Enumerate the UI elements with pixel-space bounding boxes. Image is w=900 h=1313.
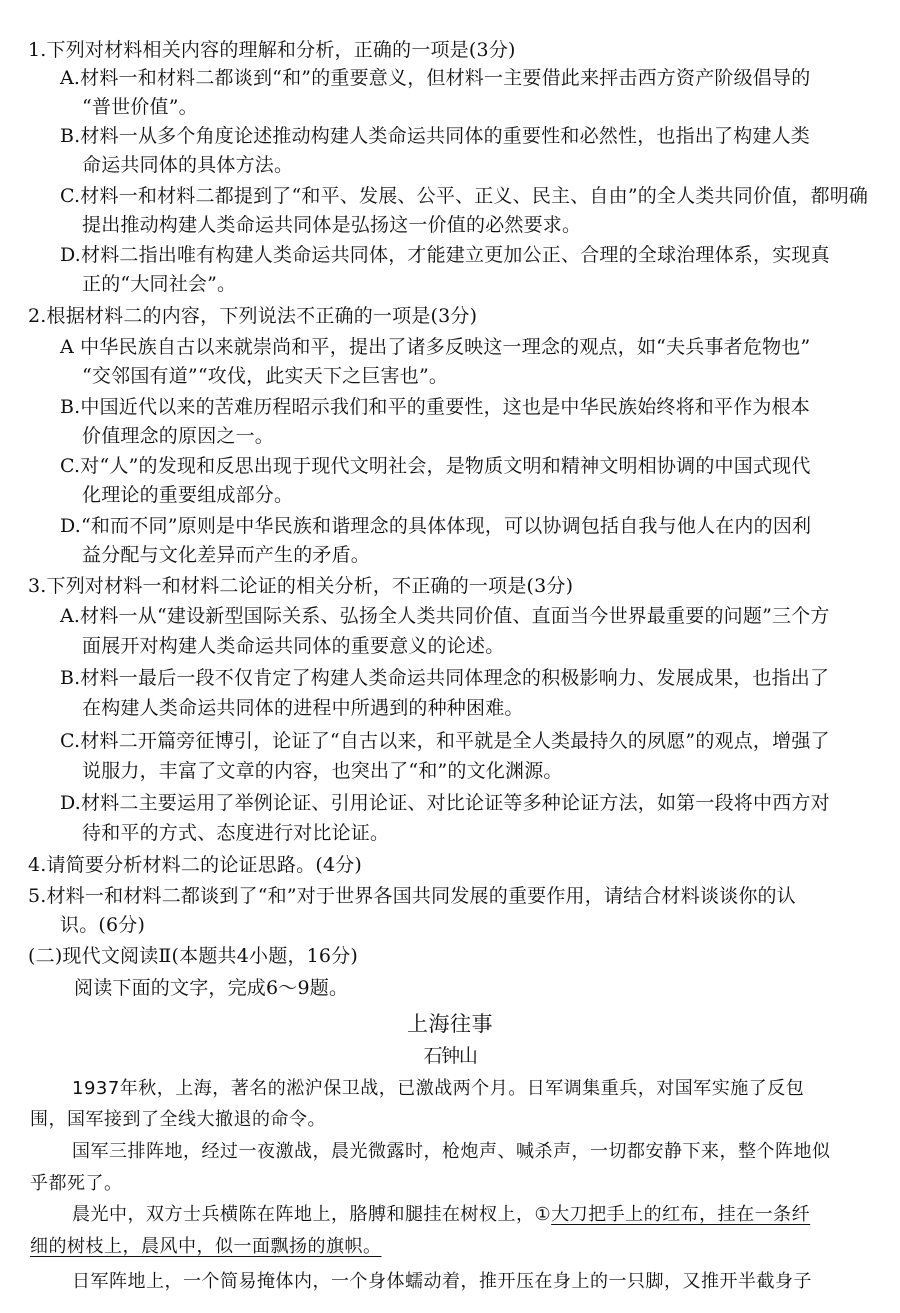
question-2-option-c-cont: 化理论的重要组成部分。 xyxy=(82,484,294,506)
question-3-option-c: C.材料二开篇旁征博引，论证了“自古以来，和平就是全人类最持久的夙愿”的观点，增强了 xyxy=(60,730,830,752)
question-3-option-b-cont: 在构建人类命运共同体的进程中所遇到的种种困难。 xyxy=(82,697,524,719)
question-3-option-a: A.材料一从“建设新型国际关系、弘扬全人类共同价值、直面当今世界最重要的问题”三个方 xyxy=(60,605,830,627)
story-paragraph-3-cont xyxy=(30,1235,382,1259)
story-paragraph-1-cont: 围，国军接到了全线大撤退的命令。 xyxy=(30,1109,326,1130)
story-paragraph-4: 日军阵地上，一个简易掩体内，一个身体蠕动着，推开压在身上的一只脚，又推开半截身子 xyxy=(72,1271,812,1292)
question-2-option-a: A 中华民族自古以来就崇尚和平，提出了诸多反映这一理念的观点，如“夫兵事者危物也” xyxy=(60,336,811,358)
question-3-option-b: B.材料一最后一段不仅肯定了构建人类命运共同体理念的积极影响力、发展成果，也指出了 xyxy=(60,667,830,689)
section-heading: (二)现代文阅读Ⅱ(本题共4小题，16分) xyxy=(28,945,359,967)
story-paragraph-3-text: 晨光中，双方士兵横陈在阵地上，胳膊和腿挂在树杈上， xyxy=(72,1204,535,1225)
story-paragraph-2-cont: 乎都死了。 xyxy=(30,1173,123,1194)
question-1-option-c: C.材料一和材料二都提到了“和平、发展、公平、正义、民主、自由”的全人类共同价值，都明确 xyxy=(60,185,869,207)
story-title: 上海往事 xyxy=(407,1012,493,1036)
question-1-stem: 1.下列对材料相关内容的理解和分析，正确的一项是(3分) xyxy=(28,39,516,61)
question-1-option-b-cont: 命运共同体的具体方法。 xyxy=(82,154,294,176)
question-3-option-a-cont: 面展开对构建人类命运共同体的重要意义的论述。 xyxy=(82,635,505,657)
section-instruction: 阅读下面的文字，完成6～9题。 xyxy=(74,977,349,999)
question-1-option-a: A.材料一和材料二都谈到“和”的重要意义，但材料一主要借此来抨击西方资产阶级倡导的 xyxy=(60,67,811,89)
question-3-option-c-cont: 说服力，丰富了文章的内容，也突出了“和”的文化渊源。 xyxy=(82,760,563,782)
question-1-option-d-cont: 正的“大同社会”。 xyxy=(82,273,237,295)
question-2-option-b: B.中国近代以来的苦难历程昭示我们和平的重要性，这也是中华民族始终将和平作为根本 xyxy=(60,396,811,418)
question-3-stem: 3.下列对材料一和材料二论证的相关分析，不正确的一项是(3分) xyxy=(28,575,574,597)
question-2-option-d-cont: 益分配与文化差异而产生的矛盾。 xyxy=(82,544,371,566)
question-1-option-c-cont: 提出推动构建人类命运共同体是弘扬这一价值的必然要求。 xyxy=(82,214,582,236)
question-5-stem: 5.材料一和材料二都谈到了“和”对于世界各国共同发展的重要作用，请结合材料谈谈你的认 xyxy=(28,885,796,907)
circled-number-1: ① xyxy=(534,1204,552,1225)
question-3-option-d-cont: 待和平的方式、态度进行对比论证。 xyxy=(82,822,390,844)
question-4-stem: 4.请简要分析材料二的论证思路。(4分) xyxy=(28,854,363,876)
question-2-option-a-cont: “交邻国有道”“攻伐，此实天下之巨害也”。 xyxy=(82,365,449,387)
question-3-option-d: D.材料二主要运用了举例论证、引用论证、对比论证等多种论证方法，如第一段将中西方对 xyxy=(60,792,830,814)
question-2-option-b-cont: 价值理念的原因之一。 xyxy=(82,425,275,447)
underlined-sentence-cont: 细的树枝上，晨风中，似一面飘扬的旗帜。 xyxy=(30,1236,382,1257)
story-author: 石钟山 xyxy=(423,1045,477,1067)
question-1-option-d: D.材料二指出唯有构建人类命运共同体，才能建立更加公正、合理的全球治理体系，实现真 xyxy=(60,244,830,266)
question-2-option-c: C.对“人”的发现和反思出现于现代文明社会，是物质文明和精神文明相协调的中国式现代 xyxy=(60,455,811,477)
question-5-stem-cont: 识。(6分) xyxy=(60,914,146,936)
story-paragraph-2: 国军三排阵地，经过一夜激战，晨光微露时，枪炮声、喊杀声，一切都安静下来，整个阵地似 xyxy=(72,1141,831,1162)
question-2-stem: 2.根据材料二的内容，下列说法不正确的一项是(3分) xyxy=(28,305,478,327)
question-2-option-d: D.“和而不同”原则是中华民族和谐理念的具体体现，可以协调包括自我与他人在内的因利 xyxy=(60,515,812,537)
question-1-option-a-cont: “普世价值”。 xyxy=(82,96,198,118)
story-paragraph-1: 1937年秋，上海，著名的淞沪保卫战，已激战两个月。日军调集重兵，对国军实施了反包 xyxy=(72,1078,805,1099)
underlined-sentence: 大刀把手上的红布，挂在一条纤 xyxy=(551,1204,811,1225)
question-1-option-b: B.材料一从多个角度论述推动构建人类命运共同体的重要性和必然性，也指出了构建人类 xyxy=(60,125,811,147)
story-paragraph-3 xyxy=(72,1203,810,1227)
